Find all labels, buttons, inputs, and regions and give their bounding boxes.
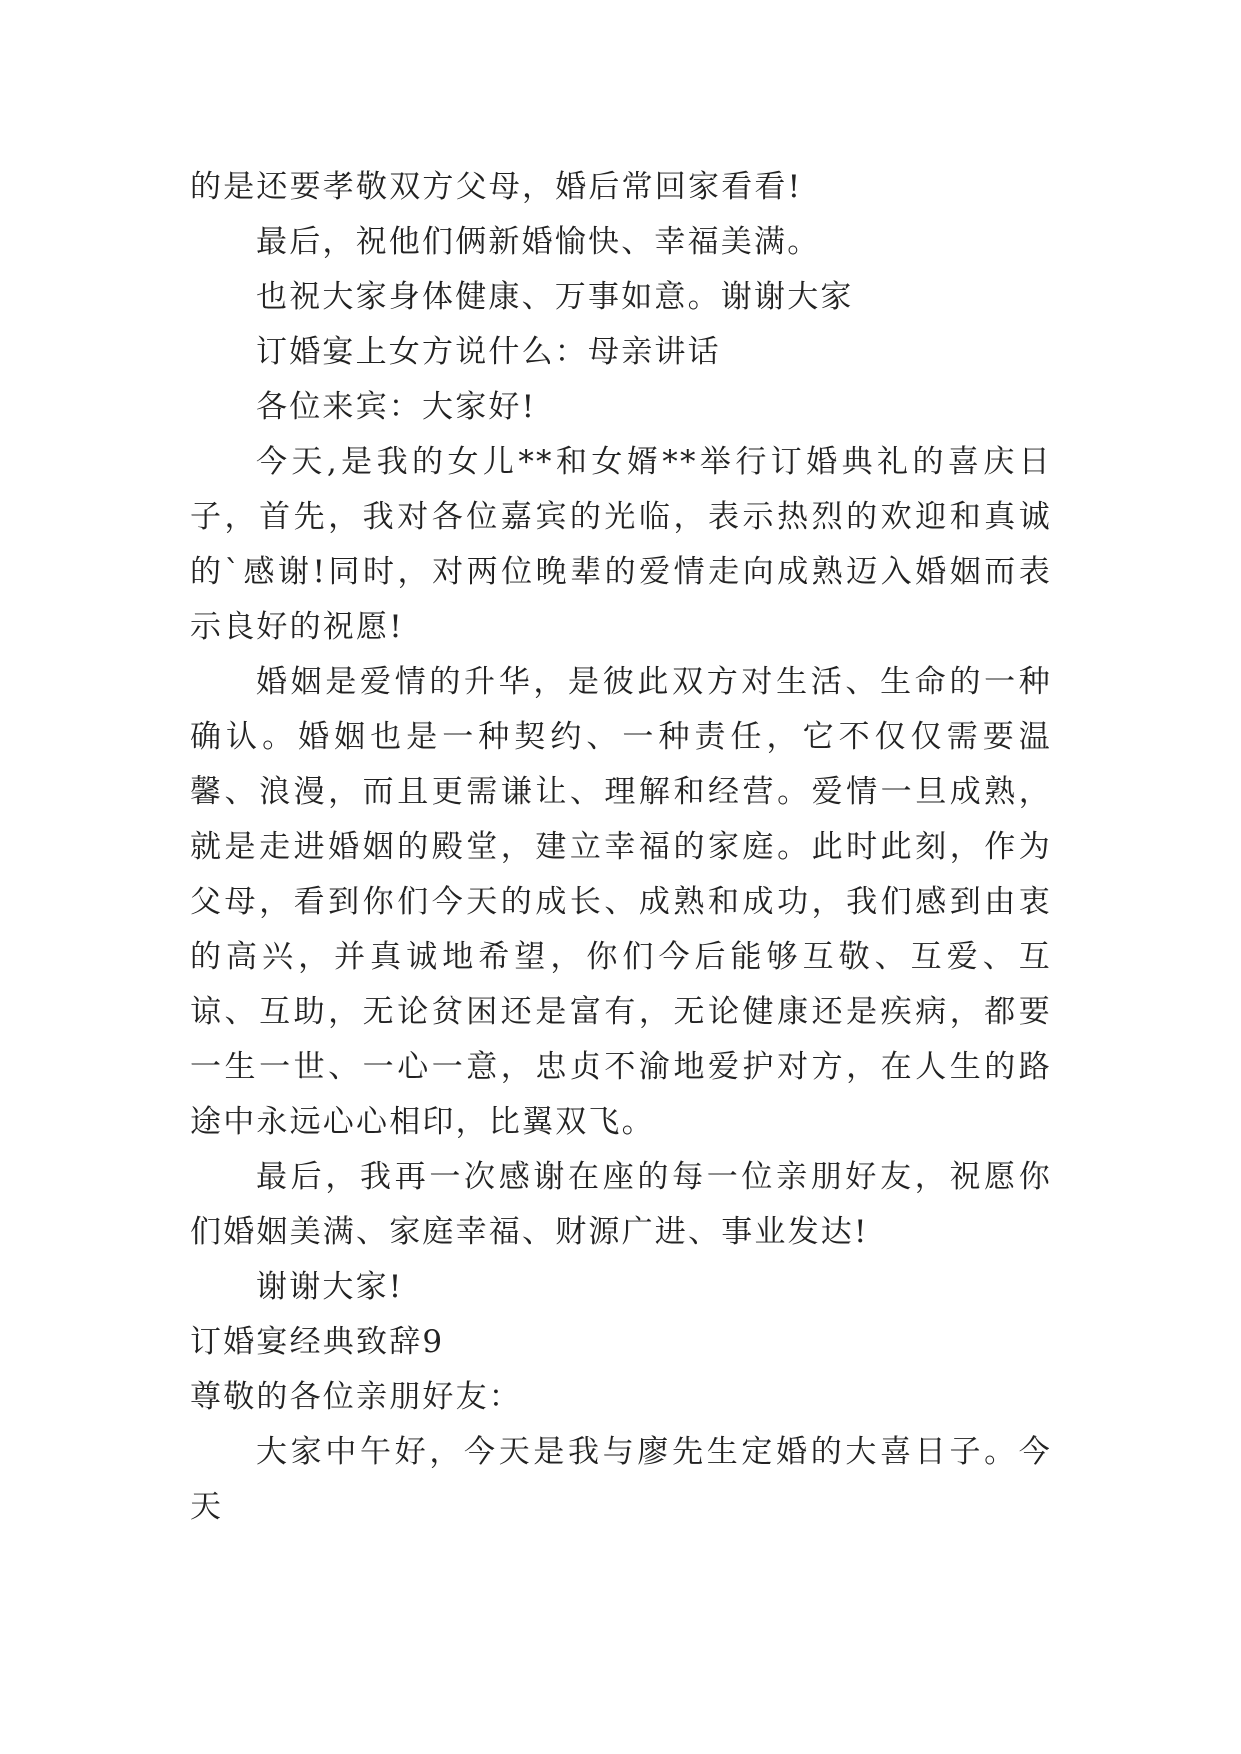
section-heading: 订婚宴经典致辞9: [190, 1324, 445, 1360]
paragraph: 最后，我再一次感谢在座的每一位亲朋好友，祝愿你们婚姻美满、家庭幸福、财源广进、事业发达!: [190, 1159, 1052, 1250]
salutation: 各位来宾：大家好!: [256, 389, 537, 425]
paragraph: 最后，祝他们俩新婚愉快、幸福美满。: [256, 224, 821, 260]
paragraph: 今天,是我的女儿**和女婿**举行订婚典礼的喜庆日子，首先，我对各位嘉宾的光临，表示热烈的欢迎和真诚的`感谢!同时，对两位晚辈的爱情走向成熟迈入婚姻而表示良好的祝愿!: [190, 444, 1052, 645]
paragraph: 大家中午好，今天是我与廖先生定婚的大喜日子。今天: [190, 1434, 1052, 1525]
document-body: [190, 160, 1052, 1535]
paragraph: 婚姻是爱情的升华，是彼此双方对生活、生命的一种确认。婚姻也是一种契约、一种责任，它不仅仅需要温馨、浪漫，而且更需谦让、理解和经营。爱情一旦成熟，就是走进婚姻的殿堂，建立幸福的家庭。此时此刻，作为父母，看到你们今天的成长、成熟和成功，我们感到由衷的高兴，并真诚地希望，你们今后能够互敬、互爱、互谅、互助，无论贫困还是富有，无论健康还是疾病，都要一生一世、一心一意，忠贞不渝地爱护对方，在人生的路途中永远心心相印，比翼双飞。: [190, 664, 1052, 1140]
section-subtitle: 订婚宴上女方说什么：母亲讲话: [256, 334, 721, 370]
closing-line: 谢谢大家!: [256, 1269, 404, 1305]
salutation: 尊敬的各位亲朋好友：: [190, 1379, 522, 1415]
paragraph: 的是还要孝敬双方父母，婚后常回家看看!: [190, 169, 803, 205]
paragraph: 也祝大家身体健康、万事如意。谢谢大家: [256, 279, 854, 315]
